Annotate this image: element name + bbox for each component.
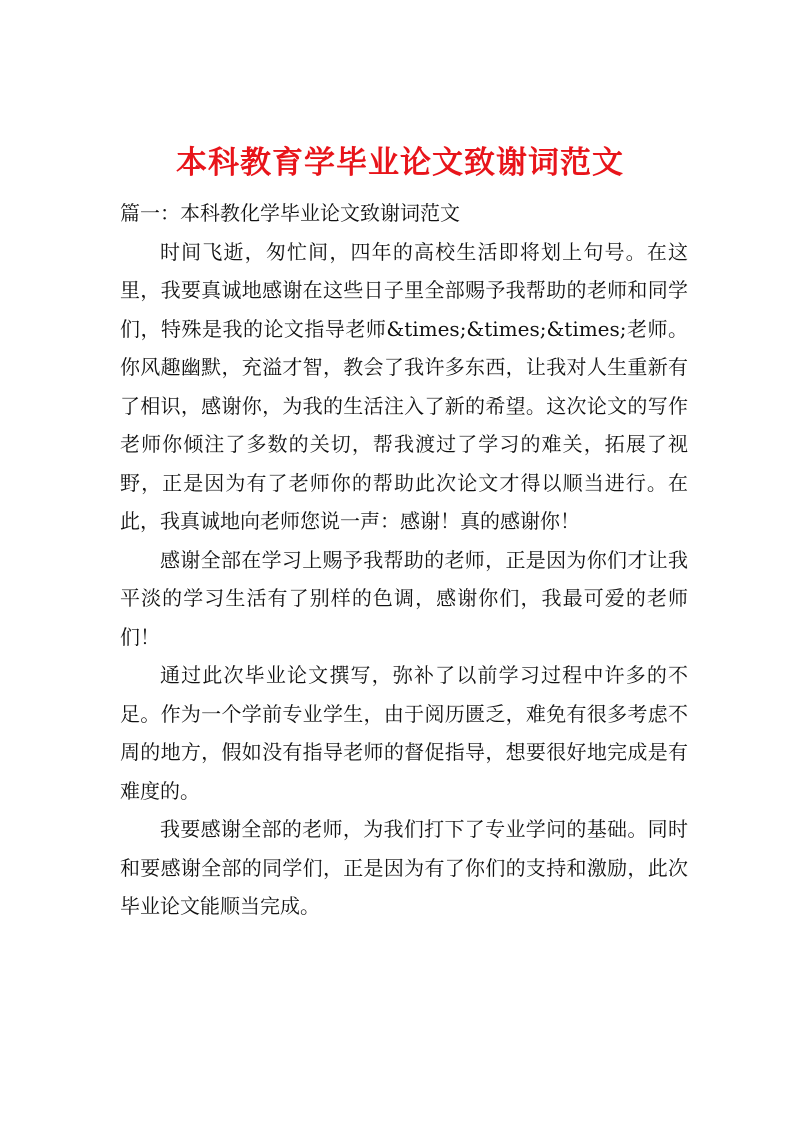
paragraph-4: 我要感谢全部的老师，为我们打下了专业学问的基础。同时和要感谢全部的同学们，正是因为有了你们的支持和激励，此次毕业论文能顺当完成。 bbox=[120, 817, 688, 918]
document-title: 本科教育学毕业论文致谢词范文 bbox=[176, 144, 624, 181]
paragraph-2: 感谢全部在学习上赐予我帮助的老师，正是因为你们才让我平淡的学习生活有了别样的色调，感谢你们，我最可爱的老师们！ bbox=[120, 547, 688, 649]
paragraph-1: 时间飞逝，匆忙间，四年的高校生活即将划上句号。在这里，我要真诚地感谢在这些日子里全部赐予我帮助的老师和同学们，特殊是我的论文指导老师&times;&times;&times;老师。你风趣幽默，充溢才智，教会了我许多东西，让我对人生重新有了相识，感谢你，为我的生活注入了新的希望。这次论文的写作老师你倾注了多数的关切，帮我渡过了学习的难关，拓展了视野，正是因为有了老师你的帮助此次论文才得以顺当进行。在此，我真诚地向老师您说一声：感谢！真的感谢你！ bbox=[120, 239, 688, 533]
paragraph-3: 通过此次毕业论文撰写，弥补了以前学习过程中许多的不足。作为一个学前专业学生，由于阅历匮乏，难免有很多考虑不周的地方，假如没有指导老师的督促指导，想要很好地完成是有难度的。 bbox=[120, 663, 688, 803]
section-heading: 篇一：本科教化学毕业论文致谢词范文 bbox=[120, 201, 460, 225]
document-body bbox=[120, 194, 688, 926]
